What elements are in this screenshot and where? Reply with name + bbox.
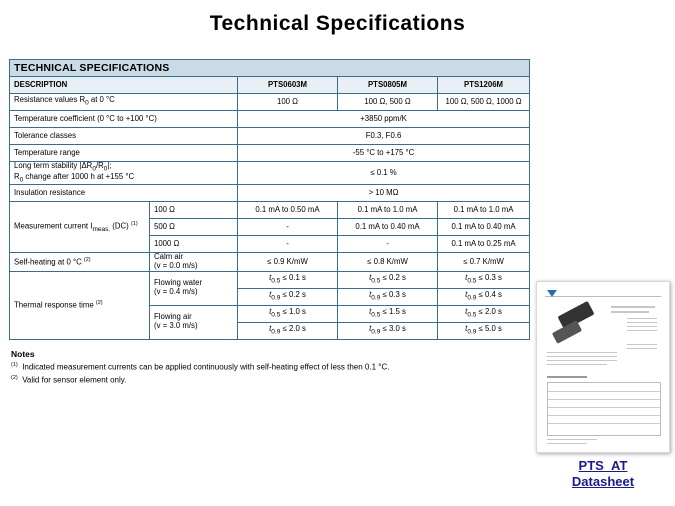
- datasheet-thumbnail[interactable]: [536, 281, 670, 453]
- table-row: [10, 94, 530, 111]
- cell: ≤ 0.9 K/mW: [238, 253, 338, 272]
- cell: $t_{0.9} \le 0.2$ s: [238, 288, 338, 305]
- thumbnail-line: [547, 364, 607, 365]
- cell: $t_{0.5} \le 1.0$ s: [238, 305, 338, 322]
- cell: 100 Ω, 500 Ω, 1000 Ω: [438, 94, 530, 111]
- cell: 100 Ω: [238, 94, 338, 111]
- thumbnail-header: [545, 288, 661, 297]
- header-description: DESCRIPTION: [10, 77, 238, 94]
- thumbnail-line: [627, 330, 657, 331]
- cell: 500 Ω: [150, 219, 238, 236]
- cell: -: [238, 236, 338, 253]
- table-row: [10, 202, 530, 219]
- temp-coeff-label: Temperature coefficient (0 °C to +100 °C): [10, 111, 238, 128]
- thumbnail-line: [627, 318, 657, 319]
- datasheet-link[interactable]: [560, 458, 646, 490]
- thumbnail-table: [547, 382, 661, 436]
- cell: ≤ 0.8 K/mW: [338, 253, 438, 272]
- cell: $t_{0.9} \le 0.3$ s: [338, 288, 438, 305]
- thumbnail-line: [611, 311, 649, 313]
- cell: 0.1 mA to 0.50 mA: [238, 202, 338, 219]
- slide-title: Technical Specifications: [209, 12, 466, 35]
- cell: $t_{0.9} \le 5.0$ s: [438, 322, 530, 339]
- table-banner: TECHNICAL SPECIFICATIONS: [10, 60, 530, 77]
- stability-label: Long term stability $|\Delta R_0/R_0|$; $R_0$ change after 1000 h at +155 °C: [10, 162, 238, 185]
- insulation-label: Insulation resistance: [10, 185, 238, 202]
- cell: +3850 ppm/K: [238, 111, 530, 128]
- header-pts1206m: PTS1206M: [438, 77, 530, 94]
- cell: $t_{0.5} \le 2.0$ s: [438, 305, 530, 322]
- cell: $t_{0.5} \le 0.1$ s: [238, 271, 338, 288]
- cell: 0.1 mA to 1.0 mA: [338, 202, 438, 219]
- cell: $t_{0.9} \le 0.4$ s: [438, 288, 530, 305]
- cell: $t_{0.9} \le 3.0$ s: [338, 322, 438, 339]
- cell: 0.1 mA to 1.0 mA: [438, 202, 530, 219]
- cell: Flowing air (v = 3.0 m/s): [150, 305, 238, 339]
- thumbnail-line: [547, 360, 617, 361]
- tolerance-label: Tolerance classes: [10, 128, 238, 145]
- cell: -: [338, 236, 438, 253]
- cell: 1000 Ω: [150, 236, 238, 253]
- cell: -55 °C to +175 °C: [238, 145, 530, 162]
- table-row: [10, 111, 530, 128]
- thumbnail-line: [627, 344, 657, 345]
- notes: [11, 349, 389, 385]
- thumbnail-line: [547, 352, 617, 353]
- cell: 0.1 mA to 0.40 mA: [338, 219, 438, 236]
- thumbnail-line: [627, 348, 657, 349]
- note-1: $^{(1)}$ Indicated measurement currents can be applied continuously with self-heating effect of less then 0.1 °C.: [11, 362, 390, 372]
- current-label: Measurement current $I_{meas.}$ (DC) $^{(1)}$: [10, 202, 150, 253]
- technical-spec-table: [9, 59, 530, 340]
- table-row: [10, 253, 530, 272]
- cell: 0.1 mA to 0.25 mA: [438, 236, 530, 253]
- cell: F0.3, F0.6: [238, 128, 530, 145]
- thermal-label: Thermal response time $^{(2)}$: [10, 271, 150, 339]
- thumbnail-line: [547, 356, 617, 357]
- cell: ≤ 0.1 %: [238, 162, 530, 185]
- cell: Calm air (v = 0.0 m/s): [150, 253, 238, 272]
- notes-title: Notes: [11, 349, 35, 359]
- cell: $t_{0.9} \le 2.0$ s: [238, 322, 338, 339]
- thumbnail-line: [547, 443, 587, 444]
- thumbnail-line: [547, 376, 587, 378]
- resistor-chip-icon: [552, 320, 582, 344]
- table-row: [10, 128, 530, 145]
- vishay-logo-icon: [547, 290, 557, 297]
- cell: Flowing water (v = 0.4 m/s): [150, 271, 238, 305]
- spec-table-panel: [9, 59, 529, 340]
- cell: > 10 MΩ: [238, 185, 530, 202]
- cell: ≤ 0.7 K/mW: [438, 253, 530, 272]
- thumbnail-line: [547, 439, 597, 440]
- cell: 100 Ω, 500 Ω: [338, 94, 438, 111]
- cell: 0.1 mA to 0.40 mA: [438, 219, 530, 236]
- cell: -: [238, 219, 338, 236]
- cell: $t_{0.5} \le 1.5$ s: [338, 305, 438, 322]
- thumbnail-line: [627, 326, 657, 327]
- datasheet-link-line2[interactable]: Datasheet: [571, 474, 635, 489]
- cell: 100 Ω: [150, 202, 238, 219]
- thumbnail-line: [627, 322, 657, 323]
- table-row: [10, 185, 530, 202]
- table-row: [10, 271, 530, 288]
- header-pts0805m: PTS0805M: [338, 77, 438, 94]
- table-row: [10, 162, 530, 185]
- resistance-label: Resistance values $R_0$ at 0 °C: [10, 94, 238, 111]
- header-pts0603m: PTS0603M: [238, 77, 338, 94]
- table-row: [10, 145, 530, 162]
- thumbnail-line: [611, 306, 655, 308]
- datasheet-link-line1[interactable]: PTS_AT: [578, 458, 628, 473]
- note-2: $^{(2)}$ Valid for sensor element only.: [11, 374, 127, 385]
- cell: $t_{0.5} \le 0.3$ s: [438, 271, 530, 288]
- temp-range-label: Temperature range: [10, 145, 238, 162]
- self-heating-label: Self-heating at 0 °C $^{(2)}$: [10, 253, 150, 272]
- cell: $t_{0.5} \le 0.2$ s: [338, 271, 438, 288]
